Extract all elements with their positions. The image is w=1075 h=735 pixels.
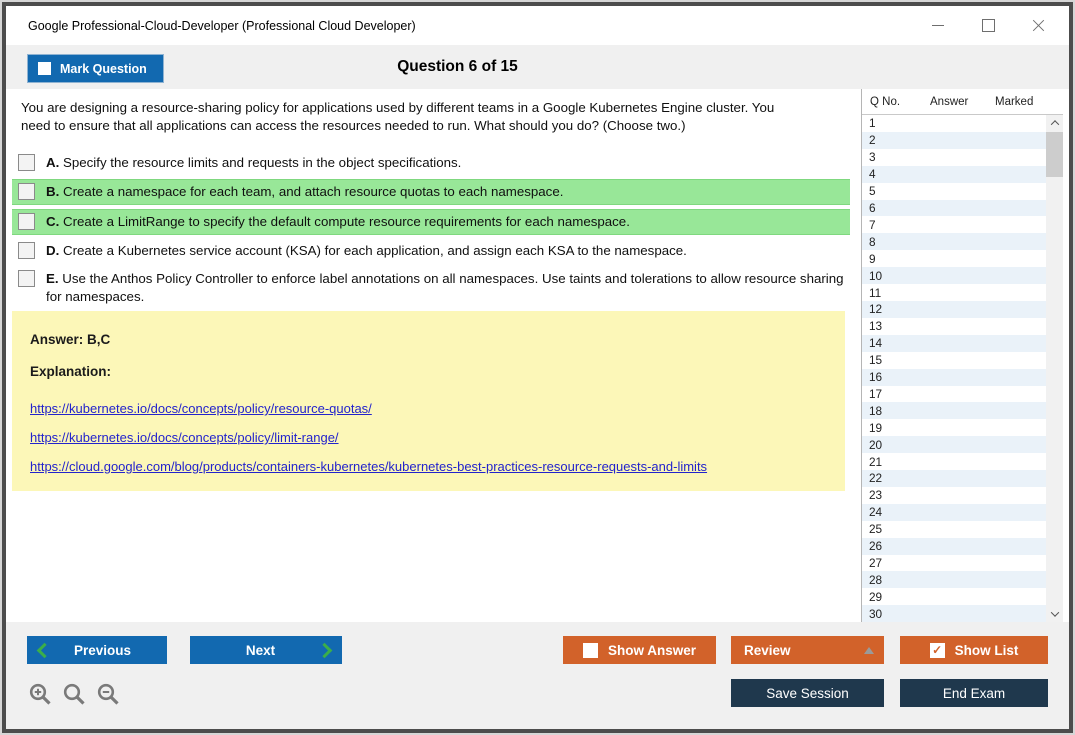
- window-controls: [913, 6, 1063, 45]
- show-answer-button[interactable]: [563, 636, 716, 664]
- exam-window: [2, 2, 1073, 733]
- maximize-icon: [982, 19, 995, 32]
- question-list-row[interactable]: [862, 132, 1046, 149]
- question-list-row[interactable]: [862, 335, 1046, 352]
- end-exam-button[interactable]: [900, 679, 1048, 707]
- question-number: 30: [869, 606, 883, 621]
- maximize-button[interactable]: [963, 6, 1013, 45]
- review-label: Review: [744, 642, 791, 658]
- question-list-row[interactable]: [862, 588, 1046, 605]
- column-qno: Q No.: [870, 96, 901, 108]
- question-number: 23: [869, 488, 883, 503]
- next-label: Next: [245, 642, 276, 658]
- chevron-right-icon: [317, 642, 333, 658]
- question-number: 1: [869, 116, 876, 131]
- end-exam-label: End Exam: [942, 685, 1006, 701]
- column-marked: Marked: [995, 96, 1034, 108]
- question-list-row[interactable]: [862, 166, 1046, 183]
- question-number: 17: [869, 386, 883, 401]
- close-icon: [1032, 19, 1045, 32]
- question-list-row[interactable]: [862, 555, 1046, 572]
- question-list-row[interactable]: [862, 571, 1046, 588]
- next-button[interactable]: [190, 636, 342, 664]
- explanation-link[interactable]: https://kubernetes.io/docs/concepts/policy/resource-quotas/: [30, 401, 372, 416]
- zoom-tools: [28, 682, 121, 707]
- answer-option[interactable]: [12, 179, 850, 205]
- title-bar: [6, 6, 1069, 46]
- answer-text: Answer: B,C: [30, 332, 111, 347]
- answer-option[interactable]: [12, 209, 850, 235]
- save-session-button[interactable]: [731, 679, 884, 707]
- question-list-header: [862, 89, 1063, 115]
- question-list-row[interactable]: [862, 200, 1046, 217]
- question-text: You are designing a resource-sharing policy for applications used by different teams in a Google Kubernetes Engine cluster. You need to ensure that all applications can access the resources needed to run. What should you do? (Choose two.): [21, 100, 775, 133]
- question-number: 15: [869, 353, 883, 368]
- explanation-links: [30, 387, 827, 474]
- option-text: B. Create a namespace for each team, and attach resource quotas to each namespace.: [46, 183, 564, 199]
- show-list-label: Show List: [954, 642, 1019, 658]
- chevron-up-icon: [1050, 120, 1058, 128]
- option-checkbox[interactable]: [18, 213, 35, 230]
- review-dropdown[interactable]: [731, 636, 884, 664]
- close-button[interactable]: [1013, 6, 1063, 45]
- question-number: 3: [869, 150, 876, 165]
- question-number: 24: [869, 505, 883, 520]
- question-number: 7: [869, 217, 876, 232]
- option-text: C. Create a LimitRange to specify the default compute resource requirements for each namespace.: [46, 213, 630, 229]
- mark-question-label: Mark Question: [60, 61, 147, 76]
- scrollbar-thumb[interactable]: [1046, 132, 1063, 177]
- question-number: 16: [869, 370, 883, 385]
- previous-button[interactable]: [27, 636, 167, 664]
- question-list-scrollbar[interactable]: [1046, 115, 1063, 622]
- save-session-label: Save Session: [766, 685, 849, 701]
- question-number: 14: [869, 336, 883, 351]
- options-list: [12, 151, 850, 313]
- question-list-row[interactable]: [862, 115, 1046, 132]
- question-number: 12: [869, 302, 883, 317]
- question-list-row[interactable]: [862, 301, 1046, 318]
- option-text: E. Use the Anthos Policy Controller to enforce label annotations on all namespaces. Use taints and tolerations to allow resource sharing for namespaces.: [46, 270, 844, 304]
- scroll-down-button[interactable]: [1046, 606, 1063, 622]
- previous-label: Previous: [73, 642, 132, 658]
- question-number: 11: [869, 285, 882, 300]
- question-list-row[interactable]: [862, 487, 1046, 504]
- option-text: A. Specify the resource limits and requests in the object specifications.: [46, 155, 462, 170]
- question-number: 27: [869, 556, 883, 571]
- question-number: 13: [869, 319, 883, 334]
- minimize-icon: [932, 25, 944, 26]
- question-list-row[interactable]: [862, 538, 1046, 555]
- question-number: 21: [869, 454, 883, 469]
- question-number: 19: [869, 420, 883, 435]
- footer-bar: [6, 622, 1069, 729]
- answer-panel: [12, 311, 845, 491]
- question-list-row[interactable]: [862, 402, 1046, 419]
- question-list-row[interactable]: [862, 267, 1046, 284]
- question-number: 28: [869, 572, 883, 587]
- question-list-row[interactable]: [862, 470, 1046, 487]
- option-checkbox[interactable]: [18, 242, 35, 259]
- question-list-row[interactable]: [862, 233, 1046, 250]
- explanation-label: Explanation:: [30, 364, 112, 379]
- question-list-row[interactable]: [862, 386, 1046, 403]
- question-counter: Question 6 of 15: [397, 58, 518, 75]
- zoom-reset-icon[interactable]: [62, 682, 87, 707]
- show-list-checkbox[interactable]: [930, 643, 945, 658]
- answer-option[interactable]: [12, 151, 850, 175]
- question-list-panel: [861, 89, 1063, 622]
- question-number: 6: [869, 200, 876, 215]
- question-list-row[interactable]: [862, 284, 1046, 301]
- question-list-row[interactable]: [862, 250, 1046, 267]
- question-list-body: [862, 115, 1046, 622]
- scroll-up-button[interactable]: [1046, 115, 1063, 131]
- option-text: D. Create a Kubernetes service account (KSA) for each application, and assign each KSA to the namespace.: [46, 242, 687, 258]
- question-number: 26: [869, 539, 883, 554]
- question-list-row[interactable]: [862, 352, 1046, 369]
- option-checkbox[interactable]: [18, 270, 35, 287]
- triangle-up-icon: [864, 647, 874, 654]
- question-list-row[interactable]: [862, 436, 1046, 453]
- question-list-row[interactable]: [862, 419, 1046, 436]
- question-list-row[interactable]: [862, 318, 1046, 335]
- zoom-out-icon[interactable]: [96, 682, 121, 707]
- question-list-row[interactable]: [862, 216, 1046, 233]
- question-number: 9: [869, 251, 876, 266]
- column-answer: Answer: [930, 96, 969, 108]
- question-number: 4: [869, 167, 876, 182]
- question-number: 2: [869, 133, 876, 148]
- question-list-row[interactable]: [862, 504, 1046, 521]
- question-number: 29: [869, 589, 883, 604]
- show-answer-checkbox[interactable]: [583, 643, 598, 658]
- explanation-link[interactable]: https://kubernetes.io/docs/concepts/policy/limit-range/: [30, 430, 339, 445]
- show-answer-label: Show Answer: [607, 642, 696, 658]
- question-number: 18: [869, 403, 883, 418]
- explanation-link[interactable]: https://cloud.google.com/blog/products/containers-kubernetes/kubernetes-best-practices-resource-requests-and-limits: [30, 459, 708, 474]
- question-number: 5: [869, 184, 876, 199]
- option-checkbox[interactable]: [18, 183, 35, 200]
- question-list-row[interactable]: [862, 369, 1046, 386]
- question-number: 22: [869, 471, 883, 486]
- answer-option[interactable]: [12, 239, 850, 263]
- show-list-button[interactable]: [900, 636, 1048, 664]
- question-list-row[interactable]: [862, 149, 1046, 166]
- chevron-down-icon: [1050, 608, 1058, 616]
- question-list-row[interactable]: [862, 521, 1046, 538]
- header-bar: [6, 45, 1069, 89]
- question-list-row[interactable]: [862, 453, 1046, 470]
- option-checkbox[interactable]: [18, 154, 35, 171]
- question-list-row[interactable]: [862, 605, 1046, 622]
- zoom-in-icon[interactable]: [28, 682, 53, 707]
- question-number: 10: [869, 268, 883, 283]
- window-title: Google Professional-Cloud-Developer (Professional Cloud Developer): [28, 19, 416, 33]
- main-content: [6, 89, 1069, 622]
- minimize-button[interactable]: [913, 6, 963, 45]
- question-number: 20: [869, 437, 883, 452]
- question-number: 8: [869, 234, 876, 249]
- answer-option[interactable]: [12, 267, 850, 309]
- question-list-row[interactable]: [862, 183, 1046, 200]
- question-number: 25: [869, 522, 883, 537]
